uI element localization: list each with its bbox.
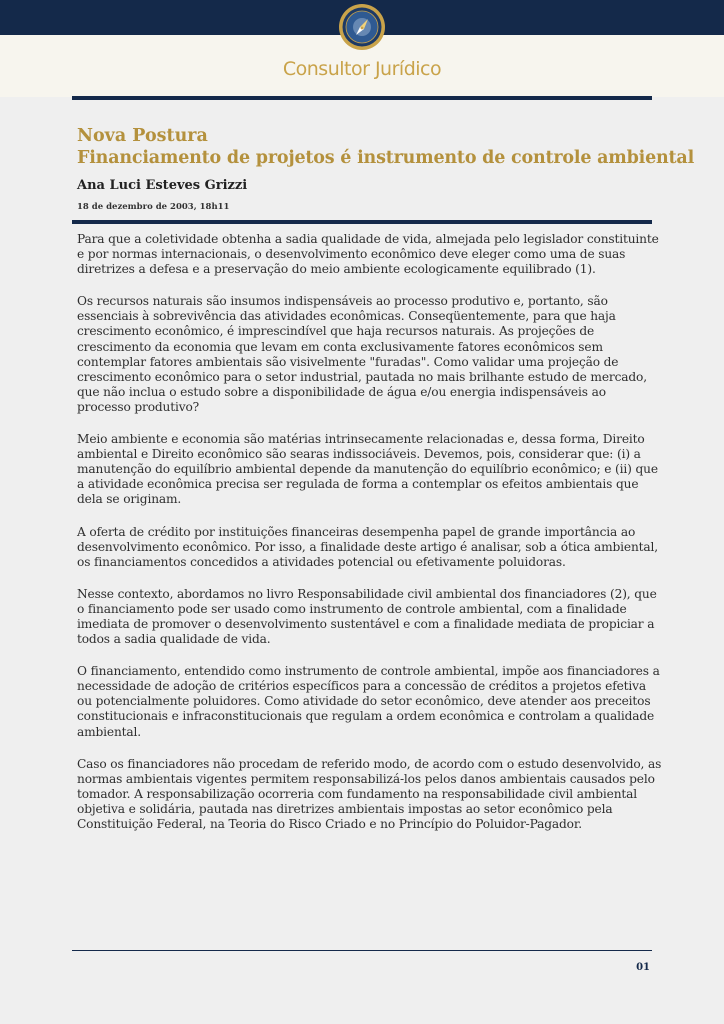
article-paragraph: Os recursos naturais são insumos indispensáveis ao processo produtivo e, portanto, são essenciais à sobrevivência das atividades econômicas. Conseqüentemente, para que haja crescimento econômico, é imprescindível que haja recursos naturais. As projeções de crescimento da economia que levam em conta exclusivamente fatores econômicos sem contemplar fatores ambientais são visivelmente "furadas". Como validar uma projeção de crescimento econômico para o setor industrial, pautada no mais brilhante estudo de mercado, que não inclua o estudo sobre a disponibilidade de água e/ou energia indispensáveis ao processo produtivo? [77,294,647,414]
compass-seal-icon [337,2,387,52]
title-divider [72,220,652,224]
page-number: 01 [636,962,650,973]
article-paragraph: Para que a coletividade obtenha a sadia qualidade de vida, almejada pelo legislador constituinte e por normas internacionais, o desenvolvimento econômico deve eleger como uma de suas diretrizes a defesa e a preservação do meio ambiente ecologicamente equilibrado (1). [77,232,659,277]
article-paragraph: Caso os financiadores não procedam de referido modo, de acordo com o estudo desenvolvido, as normas ambientais vigentes permitem responsabilizá-los pelos danos ambientais causados pelo tomador. A responsabilização ocorreria com fundamento na responsabilidade civil ambiental objetiva e solidária, pautada nas diretrizes ambientais impostas ao setor econômico pela Constituição Federal, na Teoria do Risco Criado e no Princípio do Poluidor-Pagador. [77,756,662,831]
article-body [77,232,662,849]
header-divider [72,96,652,100]
article-author: Ana Luci Esteves Grizzi [77,178,248,193]
footer-divider [72,950,652,951]
brand-name: Consultor Jurídico [282,58,442,80]
article-paragraph: O financiamento, entendido como instrumento de controle ambiental, impõe aos financiadores a necessidade de adoção de critérios específicos para a concessão de créditos a projetos efetiva ou potencialmente poluidores. Como atividade do setor econômico, deve atender aos preceitos constitucionais e infraconstitucionais que regulam a ordem econômica e controlam a qualidade ambiental. [77,664,660,739]
article-kicker: Nova Postura [77,126,208,146]
article-paragraph: Nesse contexto, abordamos no livro Responsabilidade civil ambiental dos financiadores (2), que o financiamento pode ser usado como instrumento de controle ambiental, com a finalidade imediata de promover o desenvolvimento sustentável e com a finalidade mediata de propiciar a todos a sadia qualidade de vida. [77,586,657,647]
article-paragraph: Meio ambiente e economia são matérias intrinsecamente relacionadas e, dessa forma, Direito ambiental e Direito econômico são searas indissociáveis. Devemos, pois, considerar que: (i) a manutenção do equilíbrio ambiental depende da manutenção do equilíbrio econômico; e (ii) que a atividade econômica precisa ser regulada de forma a contemplar os efeitos ambientais que dela se originam. [77,432,658,507]
article-title: Financiamento de projetos é instrumento de controle ambiental [77,148,695,168]
article-date: 18 de dezembro de 2003, 18h11 [77,202,230,212]
article-paragraph: A oferta de crédito por instituições financeiras desempenha papel de grande importância ao desenvolvimento econômico. Por isso, a finalidade deste artigo é analisar, sob a ótica ambiental, os financiamentos concedidos a atividades potencial ou efetivamente poluidoras. [77,524,658,569]
